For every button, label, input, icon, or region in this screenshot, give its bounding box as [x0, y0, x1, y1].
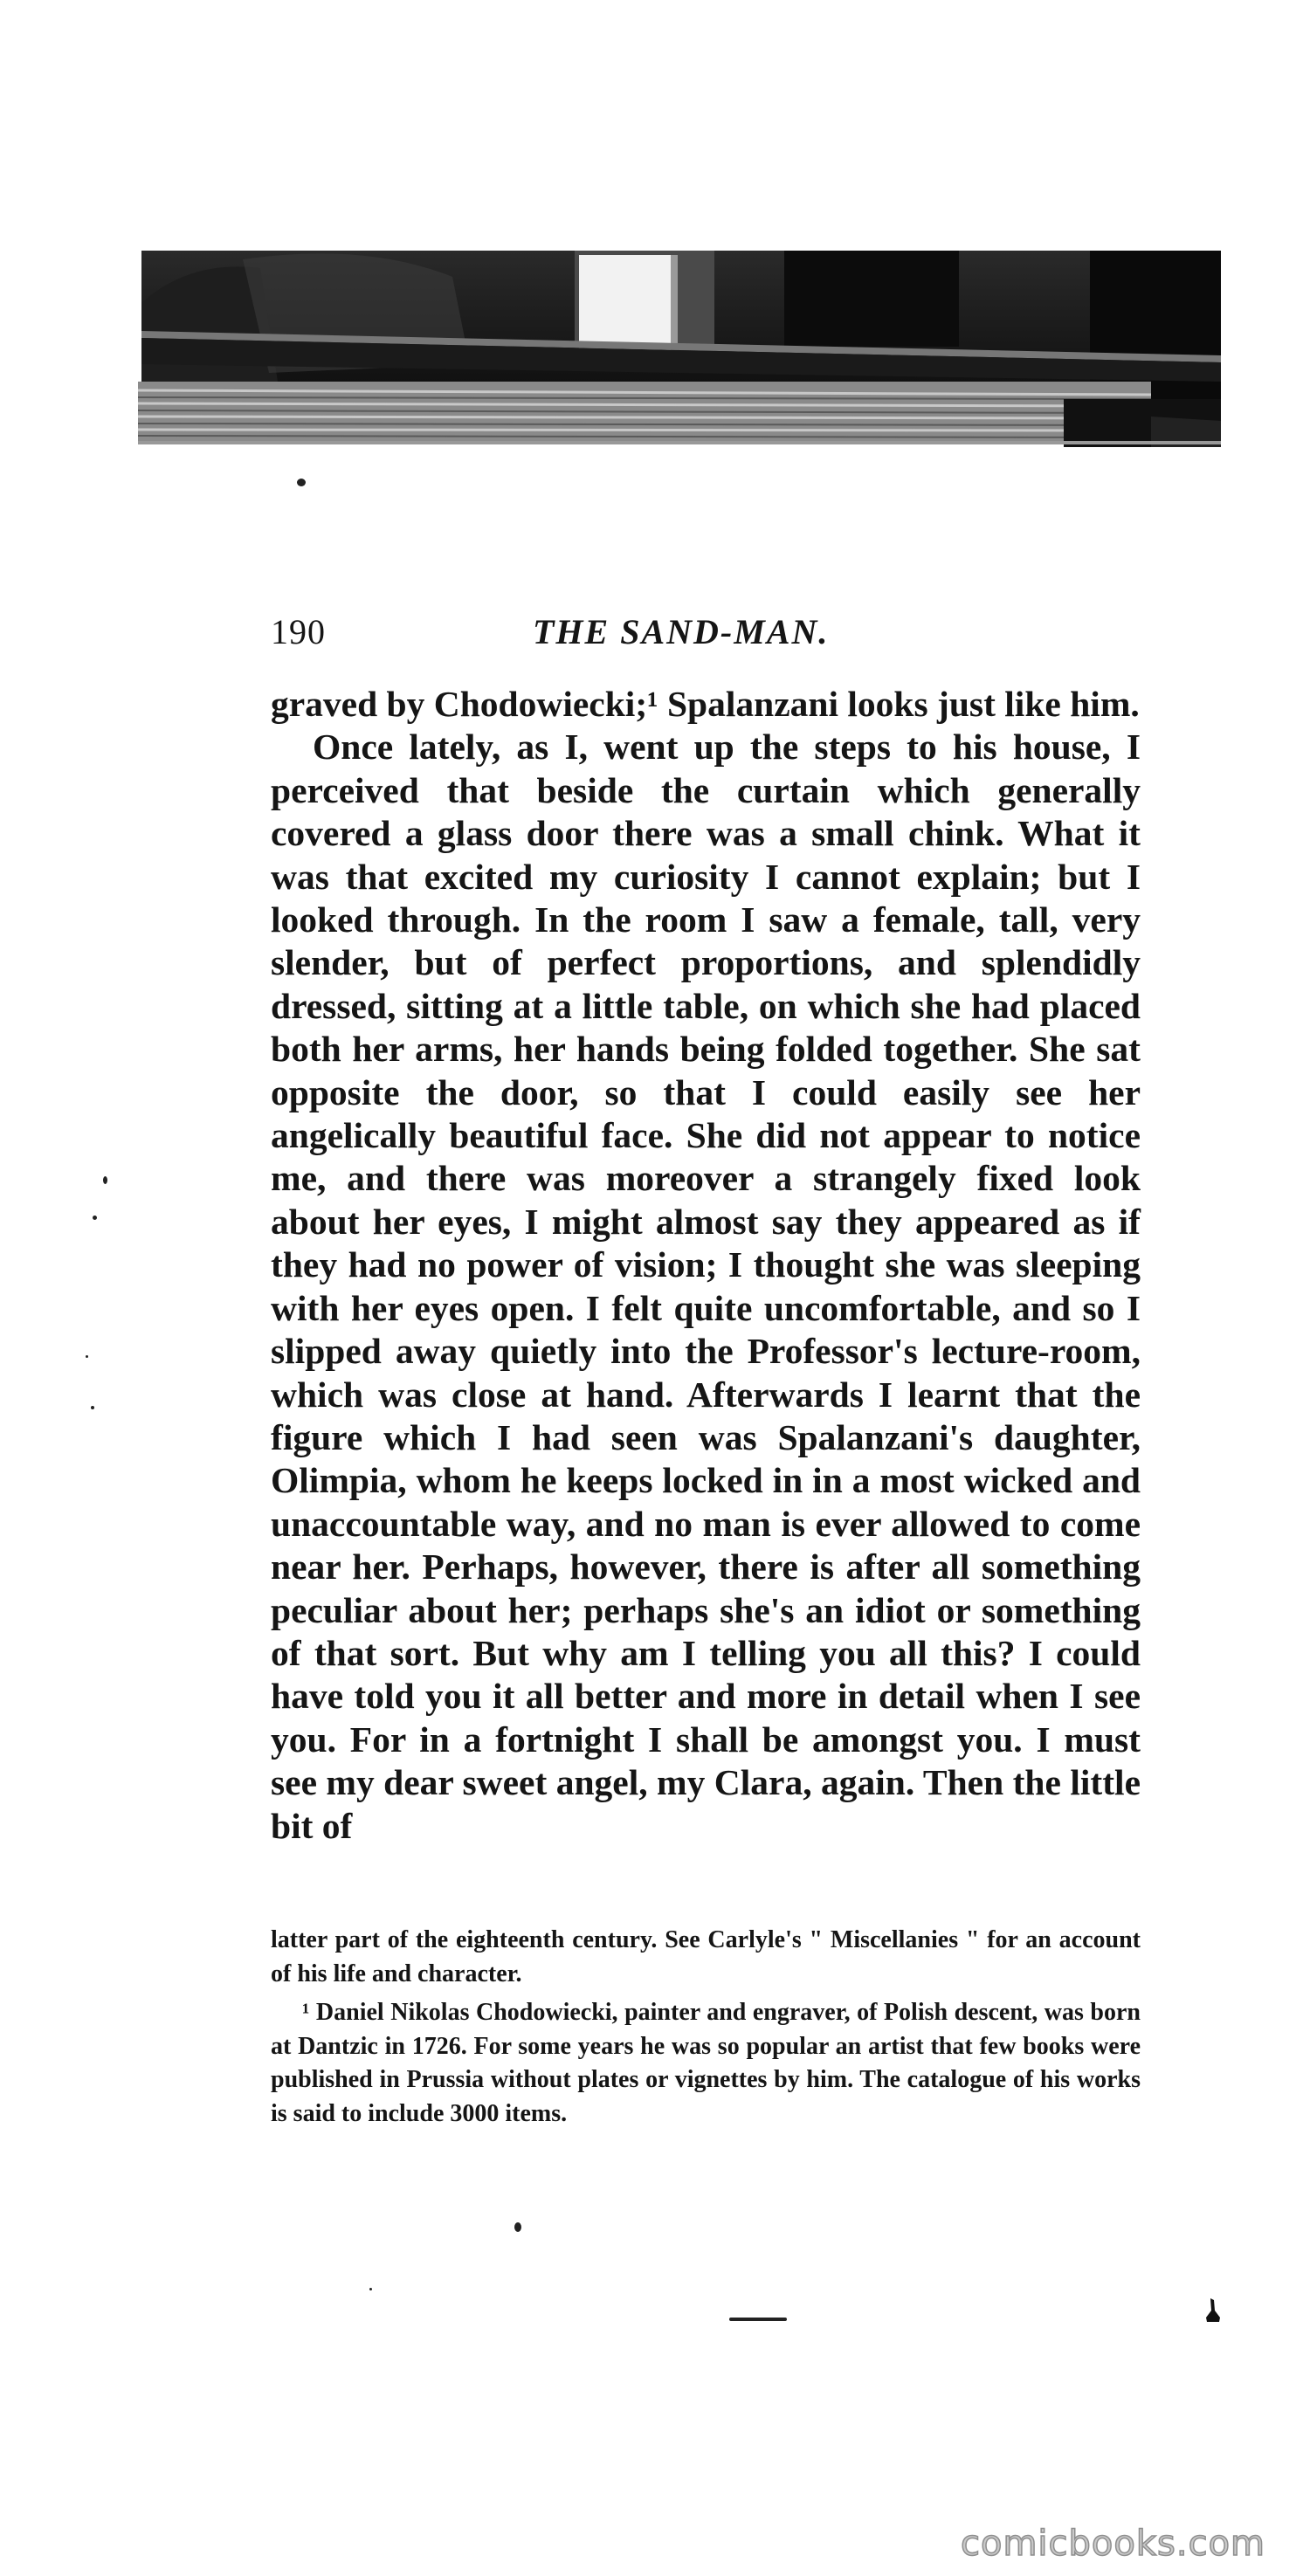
scan-speck: [297, 479, 306, 486]
footnote-continued: latter part of the eighteenth century. See Carlyle's " Miscellanies " for an account of his life and character.: [271, 1926, 1141, 1987]
scan-speck: [86, 1355, 88, 1358]
scan-speck: [369, 2288, 372, 2290]
page-number: 190: [271, 612, 326, 651]
watermark: comicbooks.com: [961, 2524, 1266, 2564]
footnotes: [271, 1924, 1141, 2131]
paragraph-continued: graved by Chodowiecki;¹ Spalanzani looks just like him.: [271, 684, 1140, 724]
scan-speck: [93, 1216, 97, 1220]
running-title: THE SAND-MAN.: [533, 612, 830, 651]
body-text: [271, 683, 1141, 1848]
scan-speck: [103, 1176, 107, 1184]
scan-speck: [514, 2222, 521, 2232]
scan-dash-mark: [729, 2318, 787, 2321]
scanned-image-band: [138, 251, 1221, 447]
paragraph: Once lately, as I, went up the steps to his house, I perceived that beside the curtain which generally covered a glass door there was a small chink. What it was that excited my curiosity I cannot explain; but I looked through. In the room I saw a female, tall, very slender, but of perfect proportions, and splendidly dressed, sitting at a little table, on which she had placed both her arms, her hands being folded together. She sat opposite the door, so that I could easily see her angelically beautiful face. She did not appear to notice me, and there was moreover a strangely fixed look about her eyes, I might almost say they appeared as if they had no power of vision; I thought she was sleeping with her eyes open. I felt quite uncomfortable, and so I slipped away quietly into the Professor's lecture-room, which was close at hand. Afterwards I learnt that the figure which I had seen was Spalanzani's daughter, Olimpia, whom he keeps locked in in a most wicked and unaccountable way, and no man is ever allowed to come near her. Perhaps, however, there is after all something peculiar about her; perhaps she's an idiot or something of that sort. But why am I telling you all this? I could have told you it all better and more in detail when I see you. For in a fortnight I shall be amongst you. I must see my dear sweet angel, my Clara, again. Then the little bit of: [271, 727, 1141, 1846]
running-head: [271, 611, 1144, 664]
scan-speck: [91, 1406, 94, 1409]
footnote-1: ¹ Daniel Nikolas Chodowiecki, painter and engraver, of Polish descent, was born at Dantzic in 1726. For some years he was so popular an artist that few books were published in Prussia without plates or vignettes by him. The catalogue of his works is said to include 3000 items.: [271, 1999, 1141, 2127]
ink-blot-mark: [1205, 2298, 1221, 2323]
scan-artifact-image: [138, 251, 1221, 447]
